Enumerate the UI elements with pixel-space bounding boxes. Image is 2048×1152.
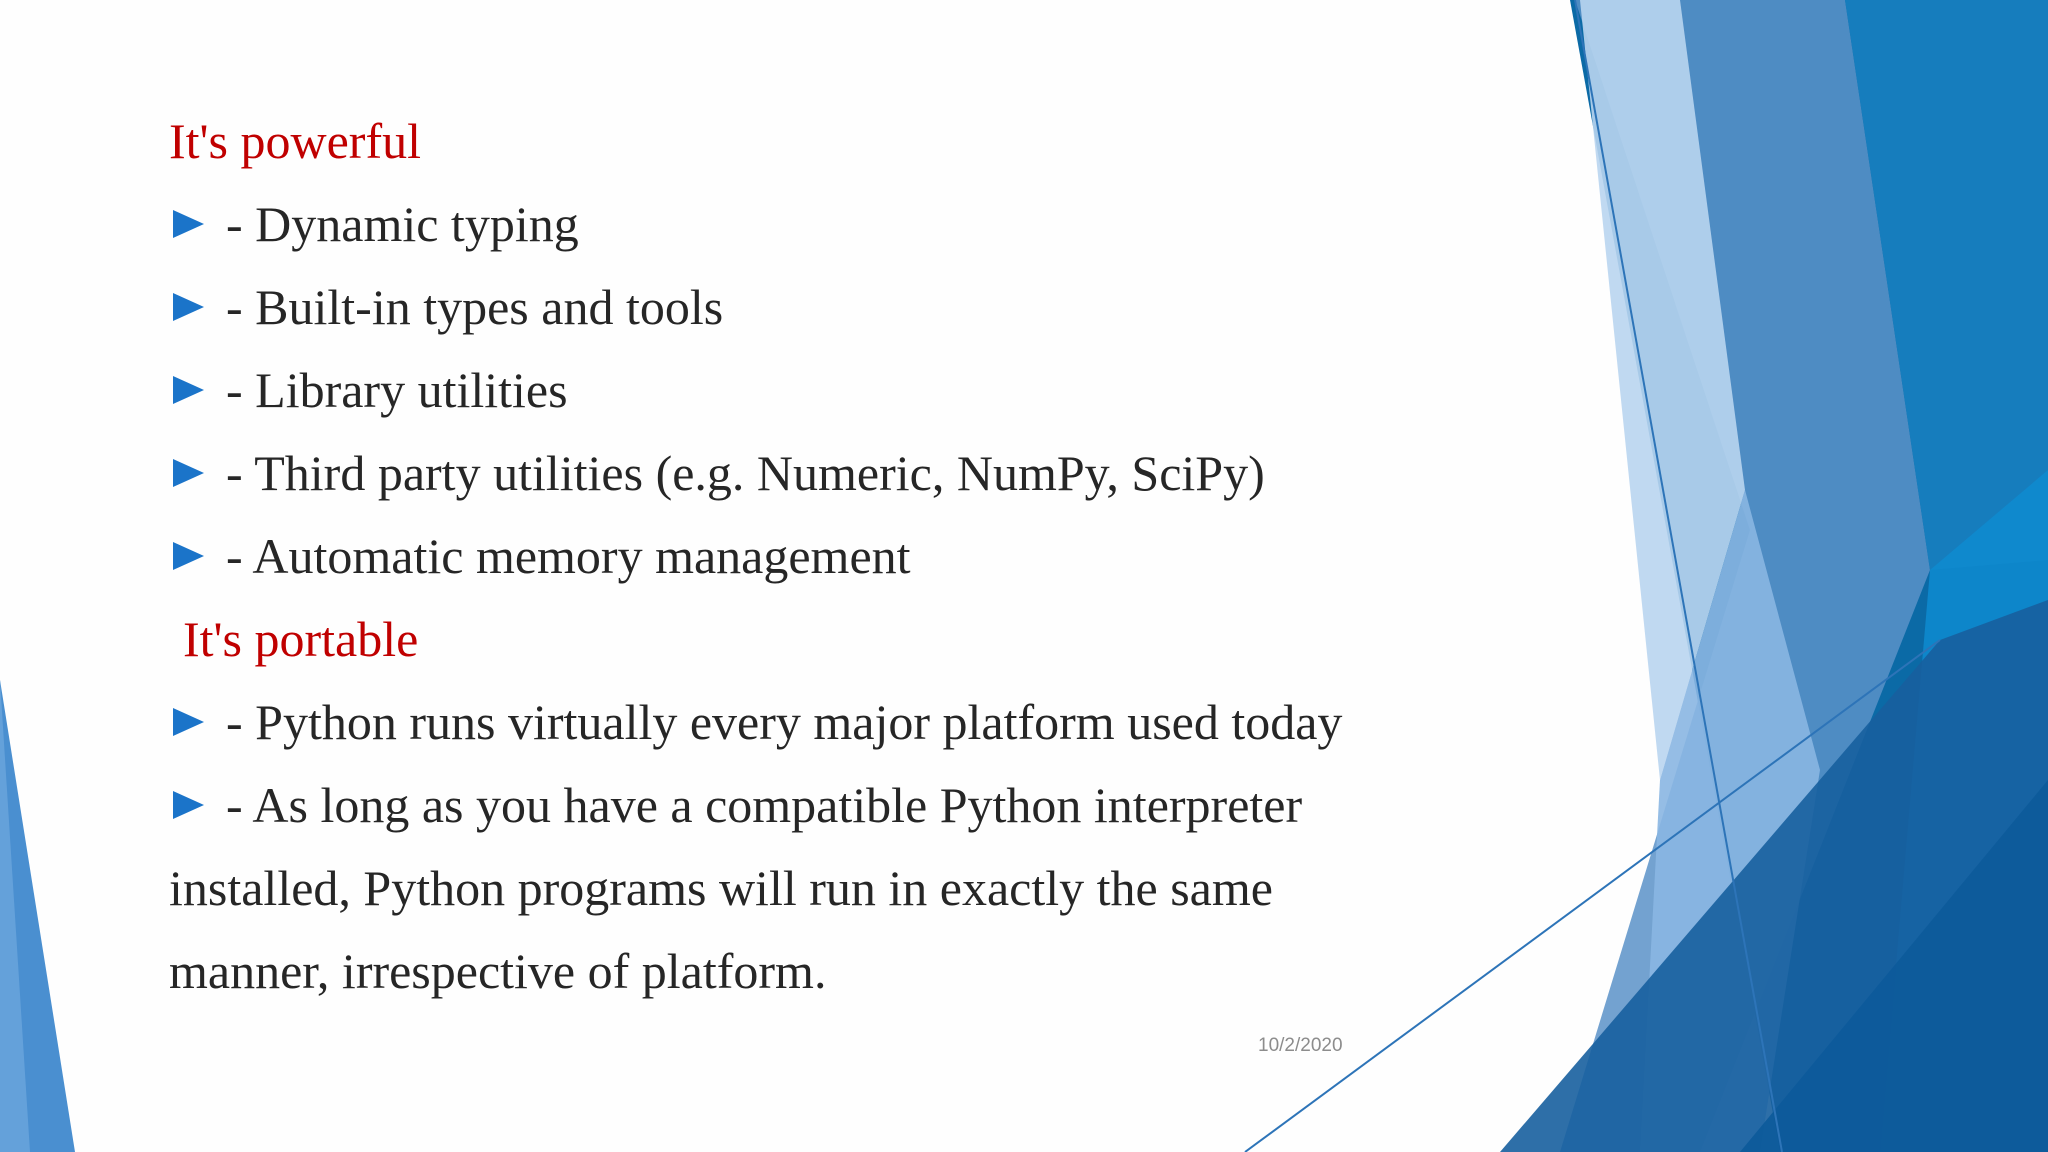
list-item bbox=[169, 691, 1399, 774]
triangle-right-icon bbox=[173, 791, 204, 819]
bullet-text: - Automatic memory management bbox=[226, 528, 911, 584]
bullet-text: - Built-in types and tools bbox=[226, 279, 724, 335]
triangle-right-icon bbox=[173, 708, 204, 736]
triangle-right-icon bbox=[173, 293, 204, 321]
triangle-right-icon bbox=[173, 210, 204, 238]
bullet-text: - Third party utilities (e.g. Numeric, NumPy, SciPy) bbox=[226, 445, 1265, 501]
continuation-line: manner, irrespective of platform. bbox=[169, 943, 827, 999]
slide-date: 10/2/2020 bbox=[1258, 1035, 1343, 1056]
heading-portable: It's portable bbox=[183, 611, 419, 667]
triangle-right-icon bbox=[173, 542, 204, 570]
triangle-right-icon bbox=[173, 376, 204, 404]
list-item bbox=[169, 359, 1399, 442]
slide-body bbox=[169, 110, 1399, 1023]
heading-powerful: It's powerful bbox=[169, 113, 422, 169]
continuation-line: installed, Python programs will run in exactly the same bbox=[169, 860, 1273, 916]
bullet-text: - Library utilities bbox=[226, 362, 568, 418]
bullet-text: - Python runs virtually every major platform used today bbox=[226, 694, 1343, 750]
list-item bbox=[169, 774, 1399, 857]
list-item bbox=[169, 193, 1399, 276]
bullet-text: - Dynamic typing bbox=[226, 196, 579, 252]
list-item bbox=[169, 442, 1399, 525]
list-item bbox=[169, 525, 1399, 608]
triangle-right-icon bbox=[173, 459, 204, 487]
bullet-text: - As long as you have a compatible Python interpreter bbox=[226, 777, 1303, 833]
list-item bbox=[169, 276, 1399, 359]
